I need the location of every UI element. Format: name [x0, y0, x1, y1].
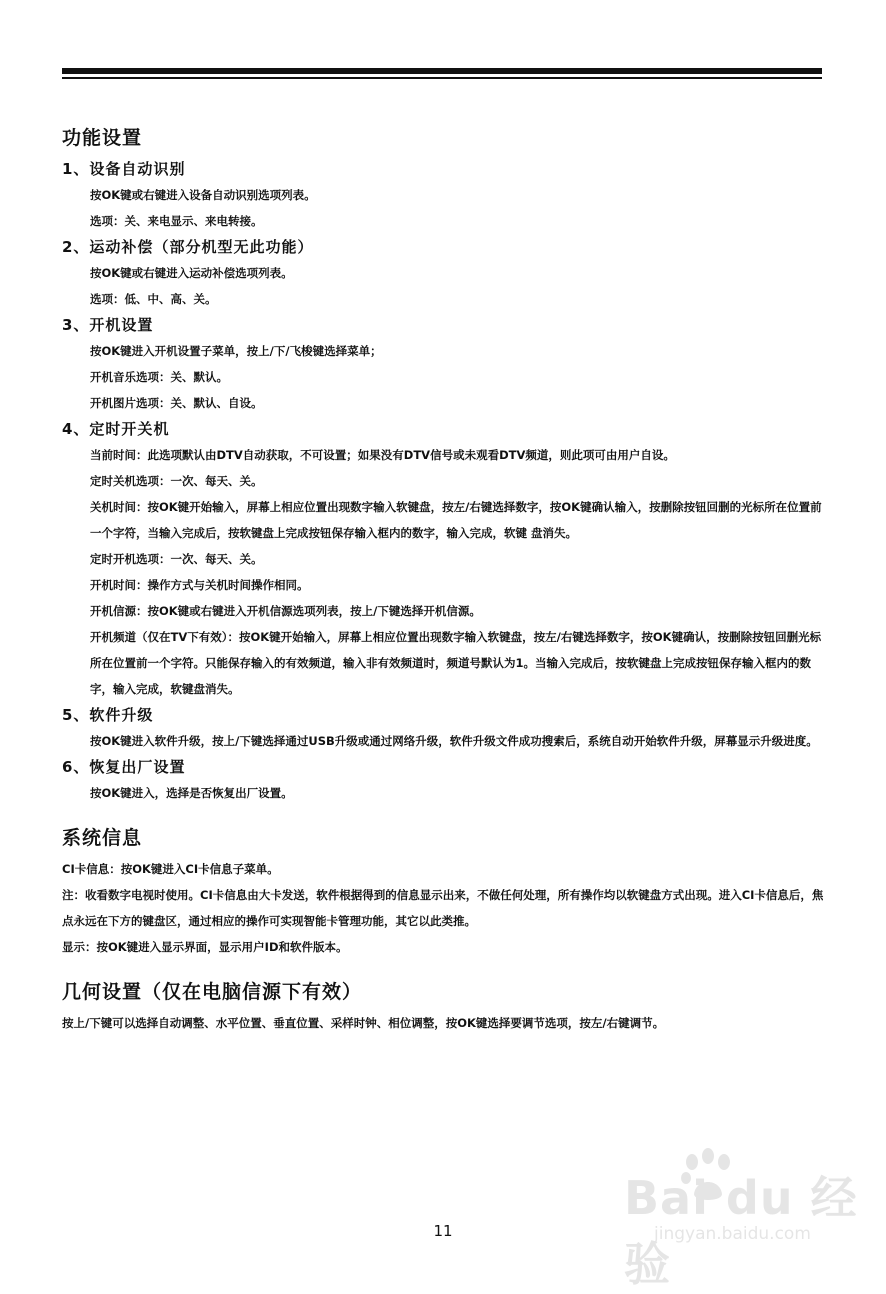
subsection-heading: 3、开机设置	[62, 316, 154, 334]
paragraph: 开机频道（仅在TV下有效）：按OK键开始输入，屏幕上相应位置出现数字输入软键盘，按左/右键选择数字，按OK键确认，按删除按钮回删光标所在位置前一个字符。只能保存输入的有效频道，输入非有效频道时，频道号默认为1。当输入完成后，按软键盘上完成按钮保存输入框内的数字，输入完成，软键盘消失。	[90, 630, 822, 696]
paragraph: 按OK键或右键进入设备自动识别选项列表。	[90, 188, 316, 202]
subsection-startup-settings	[62, 312, 828, 416]
subsection-motion-compensation	[62, 234, 828, 312]
paragraph: 按上/下键可以选择自动调整、水平位置、垂直位置、采样时钟、相位调整，按OK键选择要调节选项，按左/右键调节。	[62, 1016, 665, 1030]
paragraph: 按OK键进入软件升级，按上/下键选择通过USB升级或通过网络升级，软件升级文件成功搜索后，系统自动开始软件升级，屏幕显示升级进度。	[90, 734, 818, 748]
paragraph: 选项：低、中、高、关。	[90, 292, 217, 306]
paragraph: 开机图片选项：关、默认、自设。	[90, 396, 263, 410]
spacer	[62, 960, 828, 974]
subsection-heading: 2、运动补偿（部分机型无此功能）	[62, 238, 314, 256]
paragraph: 开机时间：操作方式与关机时间操作相同。	[90, 578, 309, 592]
watermark-brand: Bai du 经验	[624, 1171, 858, 1291]
watermark-url: jingyan.baidu.com	[654, 1224, 811, 1244]
paragraph: 当前时间：此选项默认由DTV自动获取，不可设置；如果没有DTV信号或未观看DTV频道，则此项可由用户自设。	[90, 448, 675, 462]
paragraph: 按OK键进入开机设置子菜单，按上/下/飞梭键选择菜单；	[90, 344, 382, 358]
subsection-software-upgrade	[62, 702, 828, 754]
subsection-heading: 1、设备自动识别	[62, 160, 186, 178]
paragraph: 开机音乐选项：关、默认。	[90, 370, 228, 384]
subsection-timer	[62, 416, 828, 702]
paragraph: CI卡信息：按OK键进入CI卡信息子菜单。	[62, 862, 279, 876]
page-number: 11	[433, 1222, 453, 1240]
subsection-heading: 5、软件升级	[62, 706, 154, 724]
section-title: 功能设置	[62, 127, 143, 149]
paragraph: 注：收看数字电视时使用。CI卡信息由大卡发送，软件根据得到的信息显示出来，不做任何处理，所有操作均以软键盘方式出现。进入CI卡信息后，焦点永远在下方的键盘区，通过相应的操作可实现智能卡管理功能，其它以此类推。	[62, 888, 824, 928]
paragraph: 按OK键进入，选择是否恢复出厂设置。	[90, 786, 293, 800]
baidu-jingyan-watermark	[618, 1148, 868, 1291]
paragraph: 按OK键或右键进入运动补偿选项列表。	[90, 266, 293, 280]
section-system-info	[62, 820, 828, 960]
subsection-device-recognition	[62, 156, 828, 234]
paragraph: 开机信源：按OK键或右键进入开机信源选项列表，按上/下键选择开机信源。	[90, 604, 481, 618]
section-title: 几何设置（仅在电脑信源下有效）	[62, 981, 363, 1003]
paragraph: 选项：关、来电显示、来电转接。	[90, 214, 263, 228]
section-geometry-settings	[62, 974, 828, 1036]
subsection-factory-reset	[62, 754, 828, 806]
document-body	[62, 120, 828, 1036]
paragraph: 定时开机选项：一次、每天、关。	[90, 552, 263, 566]
header-rule-thin	[62, 77, 822, 79]
section-title: 系统信息	[62, 827, 143, 849]
section-function-settings	[62, 120, 828, 806]
paragraph: 关机时间：按OK键开始输入，屏幕上相应位置出现数字输入软键盘，按左/右键选择数字，按OK键确认输入，按删除按钮回删的光标所在位置前一个字符，当输入完成后，按软键盘上完成按钮保存输入框内的数字，输入完成，软键 盘消失。	[90, 500, 822, 540]
paragraph: 显示：按OK键进入显示界面，显示用户ID和软件版本。	[62, 940, 348, 954]
spacer	[62, 806, 828, 820]
paragraph: 定时关机选项：一次、每天、关。	[90, 474, 263, 488]
subsection-heading: 4、定时开关机	[62, 420, 170, 438]
header-rule-thick	[62, 68, 822, 74]
subsection-heading: 6、恢复出厂设置	[62, 758, 186, 776]
